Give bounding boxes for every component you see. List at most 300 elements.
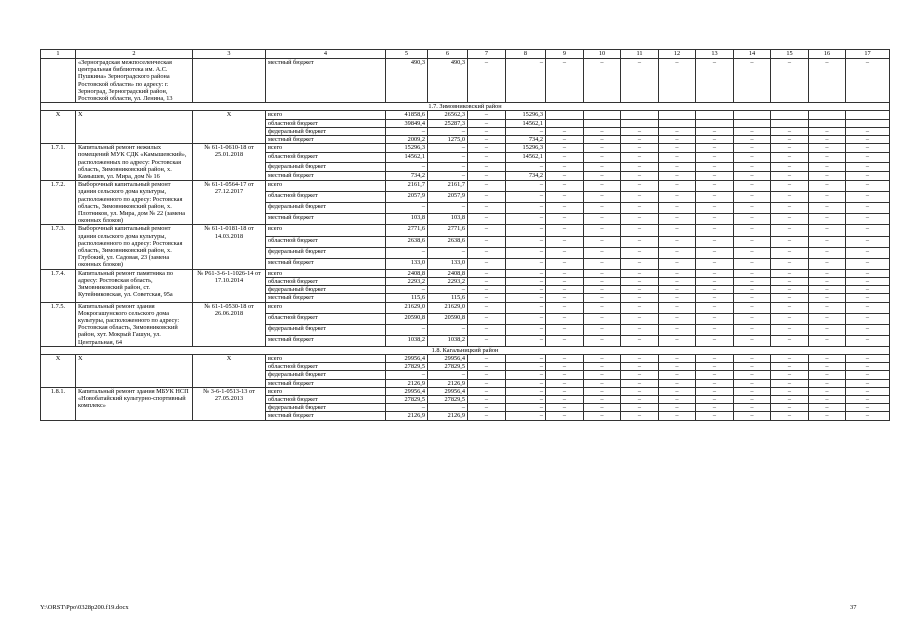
funding-source: федеральный бюджет	[266, 286, 386, 294]
table-row	[41, 59, 890, 103]
value-col17: –	[846, 269, 890, 277]
value-col11: –	[621, 302, 659, 313]
value-col5: –	[386, 371, 428, 379]
value-col10: –	[584, 313, 621, 324]
value-col6: 21629,0	[428, 302, 468, 313]
value-col15: –	[771, 387, 809, 395]
value-col8: –	[506, 286, 546, 294]
value-col12	[659, 111, 696, 119]
value-col12: –	[659, 171, 696, 180]
funding-source: местный бюджет	[266, 258, 386, 269]
value-col5: –	[386, 162, 428, 171]
value-col10: –	[584, 286, 621, 294]
header-cell: 4	[266, 50, 386, 59]
value-col16: –	[809, 354, 846, 362]
value-col5: –	[386, 247, 428, 258]
item-document: № 61-1-0564-17 от 27.12.2017	[193, 181, 266, 225]
header-cell: 6	[428, 50, 468, 59]
value-col17: –	[846, 335, 890, 346]
value-col14: –	[734, 247, 771, 258]
section-title: 1.8. Кагальницкий район	[41, 346, 890, 354]
value-col15: –	[771, 203, 809, 214]
value-col8: –	[506, 236, 546, 247]
value-col10: –	[584, 171, 621, 180]
value-col5: 41858,6	[386, 111, 428, 119]
value-col10: –	[584, 127, 621, 135]
value-col7: –	[468, 302, 506, 313]
header-cell: 15	[771, 50, 809, 59]
value-col15: –	[771, 294, 809, 302]
value-col17: –	[846, 387, 890, 395]
funding-source: федеральный бюджет	[266, 324, 386, 335]
value-col9: –	[546, 371, 584, 379]
value-col5: –	[386, 404, 428, 412]
value-col17: –	[846, 225, 890, 236]
value-col12: –	[659, 192, 696, 203]
value-col14: –	[734, 236, 771, 247]
value-col12: –	[659, 354, 696, 362]
value-col9: –	[546, 162, 584, 171]
table-row	[41, 111, 890, 119]
value-col9: –	[546, 136, 584, 144]
funding-source: местный бюджет	[266, 379, 386, 387]
value-col7: –	[468, 203, 506, 214]
value-col7: –	[468, 294, 506, 302]
value-col9	[546, 119, 584, 127]
value-col8: 14562,1	[506, 153, 546, 162]
header-cell: 10	[584, 50, 621, 59]
value-col10: –	[584, 214, 621, 225]
value-col5: 27829,5	[386, 395, 428, 403]
value-col11: –	[621, 203, 659, 214]
value-col12: –	[659, 247, 696, 258]
value-col10: –	[584, 335, 621, 346]
value-col17: –	[846, 258, 890, 269]
value-col7: –	[468, 404, 506, 412]
table-row	[41, 354, 890, 362]
budget-table-sheet	[40, 49, 871, 421]
value-col7: –	[468, 59, 506, 103]
value-col6: 25287,3	[428, 119, 468, 127]
funding-source: областной бюджет	[266, 363, 386, 371]
value-col6: 27829,5	[428, 395, 468, 403]
value-col5: 39849,4	[386, 119, 428, 127]
value-col13: –	[696, 269, 734, 277]
value-col17: –	[846, 247, 890, 258]
header-cell: 5	[386, 50, 428, 59]
item-description: Х	[76, 354, 193, 387]
header-cell: 9	[546, 50, 584, 59]
value-col15: –	[771, 412, 809, 420]
value-col6: –	[428, 153, 468, 162]
value-col11: –	[621, 404, 659, 412]
funding-source: местный бюджет	[266, 294, 386, 302]
value-col15: –	[771, 286, 809, 294]
value-col9	[546, 111, 584, 119]
header-cell: 13	[696, 50, 734, 59]
value-col9: –	[546, 286, 584, 294]
value-col16: –	[809, 127, 846, 135]
value-col13: –	[696, 144, 734, 153]
item-description: Капитальный ремонт здания МБУК НСП «Новобатайский культурно-спортивный комплекс»	[76, 387, 193, 420]
value-col17: –	[846, 153, 890, 162]
value-col11: –	[621, 395, 659, 403]
value-col6: –	[428, 144, 468, 153]
value-col9: –	[546, 181, 584, 192]
item-document: № Р61-3-6-1-1026-14 от 17.10.2014	[193, 269, 266, 302]
value-col9: –	[546, 324, 584, 335]
value-col9: –	[546, 127, 584, 135]
value-col16: –	[809, 136, 846, 144]
value-col7: –	[468, 192, 506, 203]
funding-source: областной бюджет	[266, 313, 386, 324]
value-col5: 27829,5	[386, 363, 428, 371]
value-col6: 29956,4	[428, 354, 468, 362]
funding-source: федеральный бюджет	[266, 404, 386, 412]
value-col12: –	[659, 324, 696, 335]
value-col8: 14562,1	[506, 119, 546, 127]
value-col5: 2771,6	[386, 225, 428, 236]
value-col11: –	[621, 127, 659, 135]
value-col15	[771, 111, 809, 119]
value-col11: –	[621, 181, 659, 192]
value-col17: –	[846, 127, 890, 135]
item-document: Х	[193, 354, 266, 387]
item-number: Х	[41, 354, 76, 387]
value-col5: 29956,4	[386, 354, 428, 362]
value-col6: –	[428, 404, 468, 412]
value-col11: –	[621, 354, 659, 362]
value-col13: –	[696, 171, 734, 180]
value-col8: –	[506, 162, 546, 171]
value-col7: –	[468, 111, 506, 119]
value-col11: –	[621, 214, 659, 225]
value-col11: –	[621, 387, 659, 395]
value-col16: –	[809, 286, 846, 294]
value-col14: –	[734, 335, 771, 346]
funding-source: местный бюджет	[266, 59, 386, 103]
value-col14: –	[734, 181, 771, 192]
value-col12: –	[659, 269, 696, 277]
value-col7: –	[468, 144, 506, 153]
value-col14: –	[734, 395, 771, 403]
value-col13: –	[696, 387, 734, 395]
section-row	[41, 346, 890, 354]
value-col6: 490,3	[428, 59, 468, 103]
value-col15: –	[771, 171, 809, 180]
value-col6: 103,8	[428, 214, 468, 225]
value-col12: –	[659, 404, 696, 412]
value-col12: –	[659, 59, 696, 103]
value-col7: –	[468, 269, 506, 277]
value-col17: –	[846, 302, 890, 313]
value-col16: –	[809, 225, 846, 236]
value-col11: –	[621, 236, 659, 247]
value-col9: –	[546, 144, 584, 153]
value-col11	[621, 119, 659, 127]
value-col13: –	[696, 286, 734, 294]
value-col6: 26562,3	[428, 111, 468, 119]
value-col11: –	[621, 412, 659, 420]
value-col17: –	[846, 379, 890, 387]
value-col14: –	[734, 192, 771, 203]
value-col8: –	[506, 363, 546, 371]
value-col5: –	[386, 286, 428, 294]
value-col15: –	[771, 214, 809, 225]
value-col15: –	[771, 258, 809, 269]
value-col9: –	[546, 277, 584, 285]
value-col16: –	[809, 371, 846, 379]
value-col12: –	[659, 162, 696, 171]
value-col15: –	[771, 324, 809, 335]
value-col14: –	[734, 324, 771, 335]
value-col16: –	[809, 214, 846, 225]
value-col10: –	[584, 247, 621, 258]
value-col14: –	[734, 371, 771, 379]
value-col7: –	[468, 335, 506, 346]
value-col8: –	[506, 387, 546, 395]
value-col13: –	[696, 136, 734, 144]
value-col8: –	[506, 203, 546, 214]
header-cell: 8	[506, 50, 546, 59]
value-col8: –	[506, 412, 546, 420]
value-col14	[734, 111, 771, 119]
table-row	[41, 225, 890, 236]
value-col16: –	[809, 302, 846, 313]
value-col15: –	[771, 136, 809, 144]
value-col14: –	[734, 412, 771, 420]
value-col9: –	[546, 236, 584, 247]
value-col16	[809, 119, 846, 127]
value-col5: 2009,2	[386, 136, 428, 144]
table-row	[41, 269, 890, 277]
value-col10: –	[584, 404, 621, 412]
value-col8: –	[506, 324, 546, 335]
value-col8: –	[506, 371, 546, 379]
value-col15: –	[771, 144, 809, 153]
value-col5: 490,3	[386, 59, 428, 103]
value-col10: –	[584, 162, 621, 171]
value-col12: –	[659, 236, 696, 247]
funding-source: областной бюджет	[266, 192, 386, 203]
header-cell: 17	[846, 50, 890, 59]
value-col10: –	[584, 371, 621, 379]
funding-source: областной бюджет	[266, 119, 386, 127]
value-col13: –	[696, 404, 734, 412]
value-col16: –	[809, 324, 846, 335]
value-col12: –	[659, 153, 696, 162]
table-row	[41, 302, 890, 313]
value-col8: –	[506, 277, 546, 285]
value-col13: –	[696, 363, 734, 371]
value-col10	[584, 119, 621, 127]
value-col12: –	[659, 335, 696, 346]
value-col8: 734,2	[506, 171, 546, 180]
value-col14: –	[734, 294, 771, 302]
value-col6: 2057,9	[428, 192, 468, 203]
value-col10: –	[584, 277, 621, 285]
item-document	[193, 59, 266, 103]
value-col10: –	[584, 181, 621, 192]
funding-source: всего	[266, 302, 386, 313]
value-col16: –	[809, 335, 846, 346]
value-col15: –	[771, 225, 809, 236]
value-col7: –	[468, 162, 506, 171]
value-col7: –	[468, 286, 506, 294]
value-col14: –	[734, 302, 771, 313]
value-col11: –	[621, 59, 659, 103]
value-col11: –	[621, 294, 659, 302]
value-col9: –	[546, 247, 584, 258]
value-col12: –	[659, 136, 696, 144]
item-number: 1.7.4.	[41, 269, 76, 302]
value-col12: –	[659, 371, 696, 379]
value-col16: –	[809, 277, 846, 285]
value-col17: –	[846, 59, 890, 103]
value-col11: –	[621, 335, 659, 346]
value-col8: –	[506, 247, 546, 258]
value-col12: –	[659, 387, 696, 395]
value-col15: –	[771, 363, 809, 371]
value-col10: –	[584, 269, 621, 277]
value-col16: –	[809, 153, 846, 162]
value-col14: –	[734, 214, 771, 225]
value-col11: –	[621, 313, 659, 324]
item-number: 1.7.5.	[41, 302, 76, 346]
value-col10: –	[584, 153, 621, 162]
value-col5: 734,2	[386, 171, 428, 180]
value-col15: –	[771, 247, 809, 258]
value-col13: –	[696, 412, 734, 420]
funding-source: федеральный бюджет	[266, 371, 386, 379]
value-col7: –	[468, 412, 506, 420]
value-col10: –	[584, 203, 621, 214]
value-col13: –	[696, 181, 734, 192]
value-col10: –	[584, 136, 621, 144]
value-col14: –	[734, 354, 771, 362]
value-col5: –	[386, 324, 428, 335]
value-col15: –	[771, 335, 809, 346]
value-col14: –	[734, 286, 771, 294]
value-col6: –	[428, 324, 468, 335]
item-document: № 61-1-0530-18 от 26.06.2018	[193, 302, 266, 346]
value-col7: –	[468, 214, 506, 225]
item-description: Выборочный капитальный ремонт здания сельского дома культуры, расположенного по адресу: Ростовская область, Зимовниковский район, х. Плотников, ул. Мира, дом № 22 (замена оконных блоков)	[76, 181, 193, 225]
value-col8: –	[506, 354, 546, 362]
value-col6: 2408,8	[428, 269, 468, 277]
value-col17: –	[846, 412, 890, 420]
value-col10: –	[584, 412, 621, 420]
value-col9: –	[546, 379, 584, 387]
value-col15: –	[771, 269, 809, 277]
value-col7: –	[468, 387, 506, 395]
value-col5: 15296,3	[386, 144, 428, 153]
value-col12: –	[659, 379, 696, 387]
value-col9: –	[546, 335, 584, 346]
value-col6: 115,6	[428, 294, 468, 302]
value-col13: –	[696, 371, 734, 379]
value-col10: –	[584, 387, 621, 395]
value-col7: –	[468, 371, 506, 379]
value-col16: –	[809, 203, 846, 214]
value-col11: –	[621, 171, 659, 180]
value-col7: –	[468, 277, 506, 285]
value-col17: –	[846, 313, 890, 324]
header-cell: 11	[621, 50, 659, 59]
value-col8: –	[506, 127, 546, 135]
value-col5: 2638,6	[386, 236, 428, 247]
value-col11: –	[621, 192, 659, 203]
value-col12: –	[659, 181, 696, 192]
value-col6: 20590,8	[428, 313, 468, 324]
value-col15: –	[771, 162, 809, 171]
value-col16: –	[809, 171, 846, 180]
item-document: Х	[193, 111, 266, 144]
value-col11: –	[621, 225, 659, 236]
value-col9: –	[546, 363, 584, 371]
value-col17: –	[846, 354, 890, 362]
value-col12: –	[659, 286, 696, 294]
item-document: № 61-1-0181-18 от 14.03.2018	[193, 225, 266, 269]
section-title: 1.7. Зимовниковский район	[41, 103, 890, 111]
value-col7: –	[468, 313, 506, 324]
value-col14: –	[734, 269, 771, 277]
header-cell: 7	[468, 50, 506, 59]
value-col11: –	[621, 324, 659, 335]
value-col8: –	[506, 335, 546, 346]
value-col8: –	[506, 313, 546, 324]
value-col6: 2126,9	[428, 379, 468, 387]
value-col15: –	[771, 277, 809, 285]
value-col13: –	[696, 127, 734, 135]
value-col13: –	[696, 277, 734, 285]
value-col17: –	[846, 294, 890, 302]
value-col9: –	[546, 192, 584, 203]
funding-source: федеральный бюджет	[266, 162, 386, 171]
funding-source: всего	[266, 387, 386, 395]
value-col9: –	[546, 203, 584, 214]
value-col9: –	[546, 214, 584, 225]
value-col17	[846, 119, 890, 127]
item-number: 1.7.1.	[41, 144, 76, 181]
value-col13: –	[696, 379, 734, 387]
value-col14: –	[734, 127, 771, 135]
value-col15: –	[771, 395, 809, 403]
item-number: 1.7.3.	[41, 225, 76, 269]
value-col16: –	[809, 181, 846, 192]
value-col12: –	[659, 395, 696, 403]
value-col7: –	[468, 119, 506, 127]
value-col17: –	[846, 236, 890, 247]
value-col13: –	[696, 294, 734, 302]
value-col14: –	[734, 153, 771, 162]
footer-file-path: Y:\ORST\Ppo\0328p200.f19.docx	[40, 604, 129, 611]
value-col17: –	[846, 277, 890, 285]
value-col14: –	[734, 225, 771, 236]
item-description: Х	[76, 111, 193, 144]
value-col12: –	[659, 127, 696, 135]
item-description: «Зерноградская межпоселенческая центральная библиотека им. А.С. Пушкина» Зерноградского района Ростовской области» по адресу: г. Зерноград, Зерноградский район, Ростовской области, ул. Ленина, 13	[76, 59, 193, 103]
value-col12: –	[659, 294, 696, 302]
value-col13: –	[696, 59, 734, 103]
value-col16: –	[809, 363, 846, 371]
funding-source: местный бюджет	[266, 214, 386, 225]
value-col14: –	[734, 162, 771, 171]
value-col10: –	[584, 354, 621, 362]
value-col16: –	[809, 258, 846, 269]
item-number	[41, 59, 76, 103]
value-col6: 2293,2	[428, 277, 468, 285]
